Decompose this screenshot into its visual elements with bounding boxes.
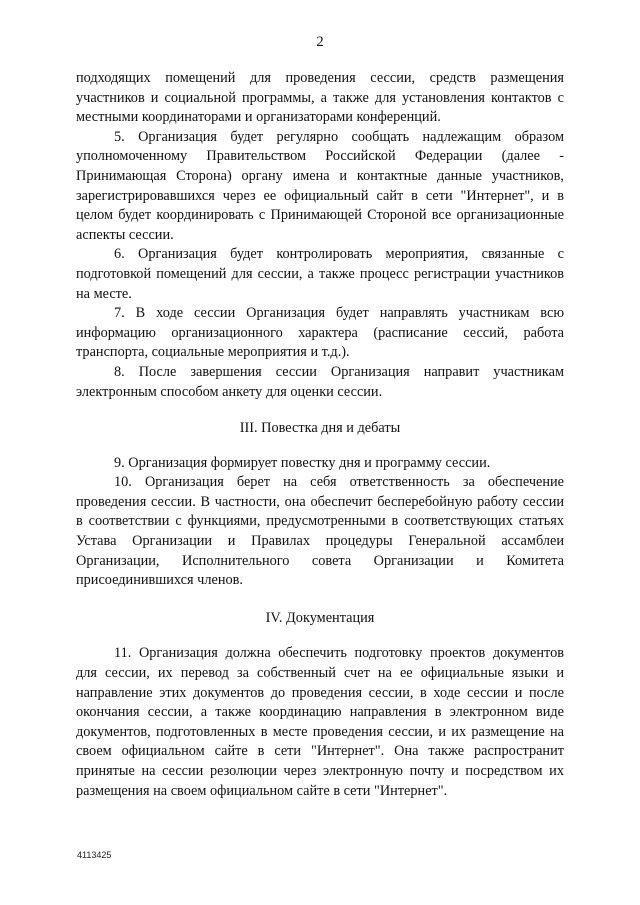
paragraph-7: 7. В ходе сессии Организация будет направлять участникам всю информацию организационного характера (расписание сессий, работа транспорта, социальные мероприятия и т.д.). [76,305,564,361]
paragraph-8: 8. После завершения сессии Организация направит участникам электронным способом анкету для оценки сессии. [76,363,564,400]
paragraph-9: 9. Организация формирует повестку дня и программу сессии. [114,454,491,471]
section-heading-4: IV. Документация [265,609,375,626]
document-code: 4113425 [77,850,112,860]
paragraph-continuation: подходящих помещений для проведения сессии, средств размещения участников и социальной программы, а также для установления контактов с местными координаторами и организаторами конференций. [76,70,564,126]
page-number: 2 [316,34,324,50]
document-body [76,69,564,801]
section-heading-3: III. Повестка дня и дебаты [239,420,401,437]
paragraph-10: 10. Организация берет на себя ответственность за обеспечение проведения сессии. В частности, она обеспечит бесперебойную работу сессии в соответствии с функциями, предусмотренными в соответствующих статьях Устава Организации и Правилах процедуры Генеральной ассамблеи Организации, Исполнительного совета Организации и Комитета присоединившихся членов. [76,474,564,589]
paragraph-6: 6. Организация будет контролировать мероприятия, связанные с подготовкой помещений для сессии, а также процесс регистрации участников на месте. [76,246,564,302]
paragraph-5: 5. Организация будет регулярно сообщать надлежащим образом уполномоченному Правительством Российской Федерации (далее - Принимающая Сторона) органу имена и контактные данные участников, зарегистрировавшихся через ее официальный сайт в сети "Интернет", и в целом будет координировать с Принимающей Стороной все организационные аспекты сессии. [76,128,564,243]
paragraph-11: 11. Организация должна обеспечить подготовку проектов документов для сессии, их перевод за собственный счет на ее официальные языки и направление этих документов до проведения сессии, в ходе сессии и после окончания сессии, а также координацию направления в электронном виде документов, подготовленных в месте проведения сессии, и их размещение на своем официальном сайте в сети "Интернет". Она также распространит принятые на сессии резолюции через электронную почту и посредством их размещения на своем официальном сайте в сети "Интернет". [76,645,564,799]
